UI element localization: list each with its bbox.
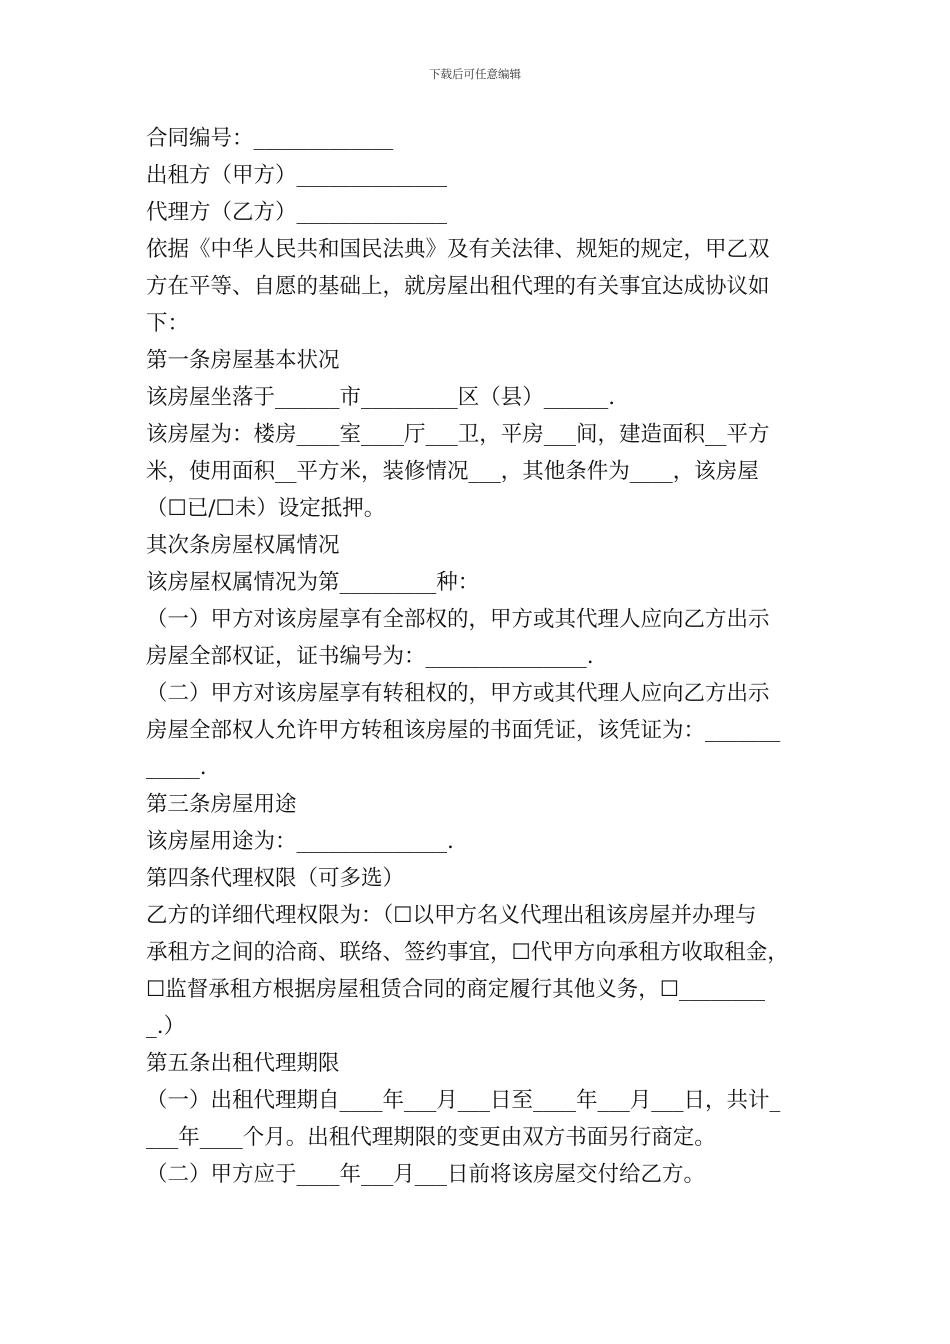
article-2-clause-2b: 房屋全部权人允许甲方转租该房屋的书面凭证，该凭证为：_______ (146, 718, 781, 743)
article-4-scope-4: _.） (146, 1014, 186, 1039)
article-5-clause-1b: ___年____个月。出租代理期限的变更由双方书面另行商定。 (146, 1125, 716, 1150)
contract-number-line: 合同编号：_____________ (146, 126, 394, 151)
article-2-type: 该房屋权属情况为第_________种： (146, 570, 480, 595)
preamble-line-3: 下： (146, 311, 190, 336)
article-3-heading: 第三条房屋用途 (146, 792, 297, 817)
agent-line: 代理方（乙方）______________ (146, 200, 448, 225)
article-5-heading: 第五条出租代理期限 (146, 1051, 340, 1076)
article-2-heading: 其次条房屋权属情况 (146, 533, 340, 558)
article-3-usage: 该房屋用途为：______________. (146, 829, 454, 854)
article-5-clause-1a: （一）出租代理期自____年___月___日至____年___月___日，共计_ (146, 1088, 781, 1113)
article-4-scope-2: 承租方之间的洽商、联络、签约事宜，☐代甲方向承租方收取租金， (146, 940, 789, 965)
article-4-heading: 第四条代理权限（可多选） (146, 866, 405, 891)
article-1-location: 该房屋坐落于______市_________区（县）______. (146, 385, 616, 410)
article-4-scope-1: 乙方的详细代理权限为：（☐以甲方名义代理出租该房屋并办理与 (146, 903, 757, 928)
article-1-details-1: 该房屋为：楼房____室____厅___卫，平房___间，建造面积__平方 (146, 422, 770, 447)
contract-body (146, 120, 826, 1193)
article-1-details-2: 米，使用面积__平方米，装修情况___，其他条件为____，该房屋 (146, 459, 759, 484)
lessor-line: 出租方（甲方）______________ (146, 163, 448, 188)
article-1-mortgage: （☐已/☐未）设定抵押。 (146, 496, 386, 521)
article-4-scope-3: ☐监督承租方根据房屋租赁合同的商定履行其他义务，☐________ (146, 977, 766, 1002)
article-2-clause-1a: （一）甲方对该房屋享有全部权的，甲方或其代理人应向乙方出示 (146, 607, 770, 632)
article-2-clause-2c: _____. (146, 755, 207, 780)
article-2-clause-1b: 房屋全部权证，证书编号为：_______________. (146, 644, 594, 669)
article-2-clause-2a: （二）甲方对该房屋享有转租权的，甲方或其代理人应向乙方出示 (146, 681, 770, 706)
preamble-line-1: 依据《中华人民共和国民法典》及有关法律、规矩的规定，甲乙双 (146, 237, 770, 262)
article-1-heading: 第一条房屋基本状况 (146, 348, 340, 373)
page-header: 下载后可任意编辑 (429, 67, 521, 81)
preamble-line-2: 方在平等、自愿的基础上，就房屋出租代理的有关事宜达成协议如 (146, 274, 770, 299)
article-5-clause-2: （二）甲方应于____年___月___日前将该房屋交付给乙方。 (146, 1162, 706, 1187)
